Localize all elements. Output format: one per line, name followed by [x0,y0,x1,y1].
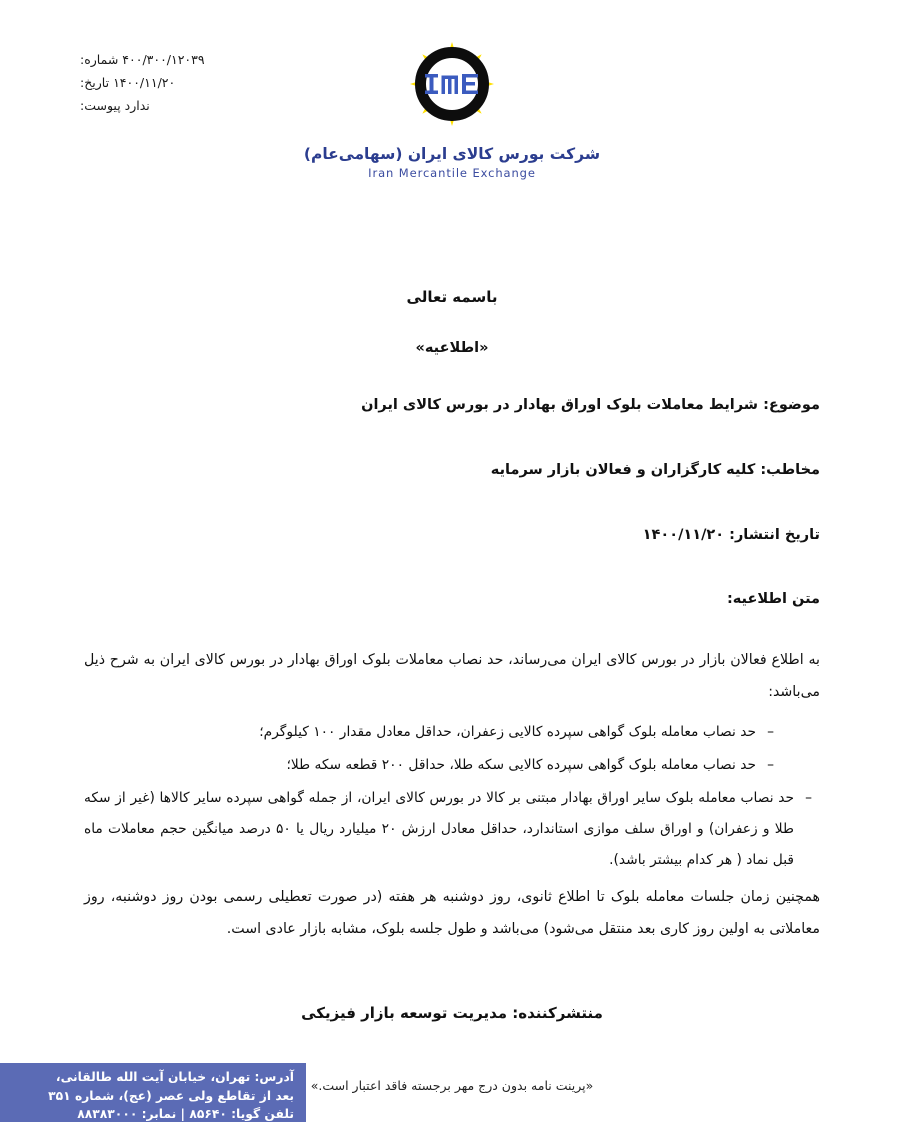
organization-name-en: Iran Mercantile Exchange [368,166,536,180]
letter-attachment-value: ندارد [124,98,150,114]
publisher-line: منتشرکننده: مدیریت توسعه بازار فیزیکی [301,1003,603,1022]
list-item: – حد نصاب معامله بلوک گواهی سپرده کالایی زعفران، حداقل معادل مقدار ۱۰۰ کیلوگرم؛ [84,717,774,748]
ime-monogram-icon [424,71,480,97]
audience-field [84,459,820,482]
print-disclaimer: «پرینت نامه بدون درج مهر برجسته فاقد اعتبار است.» [310,1078,594,1093]
subject-label: موضوع: [763,397,820,413]
publish-date-value: ۱۴۰۰/۱۱/۲۰ [642,527,725,544]
letter-date-value: ۱۴۰۰/۱۱/۲۰ [113,75,176,91]
basmale-line: باسمه تعالی [406,288,498,306]
document-body [84,288,820,1037]
closing-paragraph: همچنین زمان جلسات معامله بلوک تا اطلاع ثانوی، روز دوشنبه هر هفته (در صورت تعطیلی رسمی بودن روز دوشنبه، روز معاملاتی به اولین روز کاری بعد منتقل می‌شود) می‌باشد و طول جلسه بلوک، مشابه بازار عادی است. [84,888,820,937]
audience-value: کلیه کارگزاران و فعالان بازار سرمایه [490,462,756,479]
audience-label: مخاطب: [760,462,820,479]
list-item: – حد نصاب معامله بلوک سایر اوراق بهادار مبتنی بر کالا در بورس کالای ایران، از جمله گواهی سپرده سایر کالاها (غیر از سکه طلا و زعفران) و اوراق سلف موازی استاندارد، حداقل معادل ارزش ۲۰ میلیارد ریال یا ۵۰ درصد میانگین حجم معاملات ماه قبل نماد ( هر کدام بیشتر باشد). [84,783,812,876]
address-line-2: بعد از تقاطع ولی عصر (عج)، شماره ۳۵۱ [48,1088,294,1103]
subject-field [84,394,820,417]
organization-logo [0,32,904,180]
organization-name-fa: شرکت بورس کالای ایران (سهامی‌عام) [303,145,601,163]
publish-date-label: تاریخ انتشار: [729,527,820,544]
letter-number-label: شماره: [80,52,119,67]
letter-attachment-label: پیوست: [80,98,121,114]
address-line-1: آدرس: تهران، خیابان آیت الله طالقانی، [55,1070,294,1084]
list-item: – حد نصاب معامله بلوک گواهی سپرده کالایی سکه طلا، حداقل ۲۰۰ قطعه سکه طلا؛ [84,750,774,781]
address-line-3: تلفن گویا: ۸۵۶۴۰ | نمابر: ۸۸۳۸۳۰۰۰ [77,1107,294,1122]
document-type-title: «اطلاعیه» [415,340,489,356]
address-footer-box [0,1063,306,1122]
body-heading: متن اطلاعیه: [726,590,820,607]
requirements-list [84,717,820,876]
intro-paragraph: به اطلاع فعالان بازار در بورس کالای ایران می‌رساند، حد نصاب معاملات بلوک اوراق بهادار در بورس کالای ایران به شرح ذیل می‌باشد: [84,651,820,700]
subject-value: شرایط معاملات بلوک اوراق بهادار در بورس کالای ایران [361,397,759,413]
letter-date-label: تاریخ: [80,75,110,91]
ime-logo-icon [400,32,504,136]
publish-date-field [84,524,820,547]
letter-number-value: ۴۰۰/۳۰۰/۱۲۰۳۹ [122,52,205,67]
